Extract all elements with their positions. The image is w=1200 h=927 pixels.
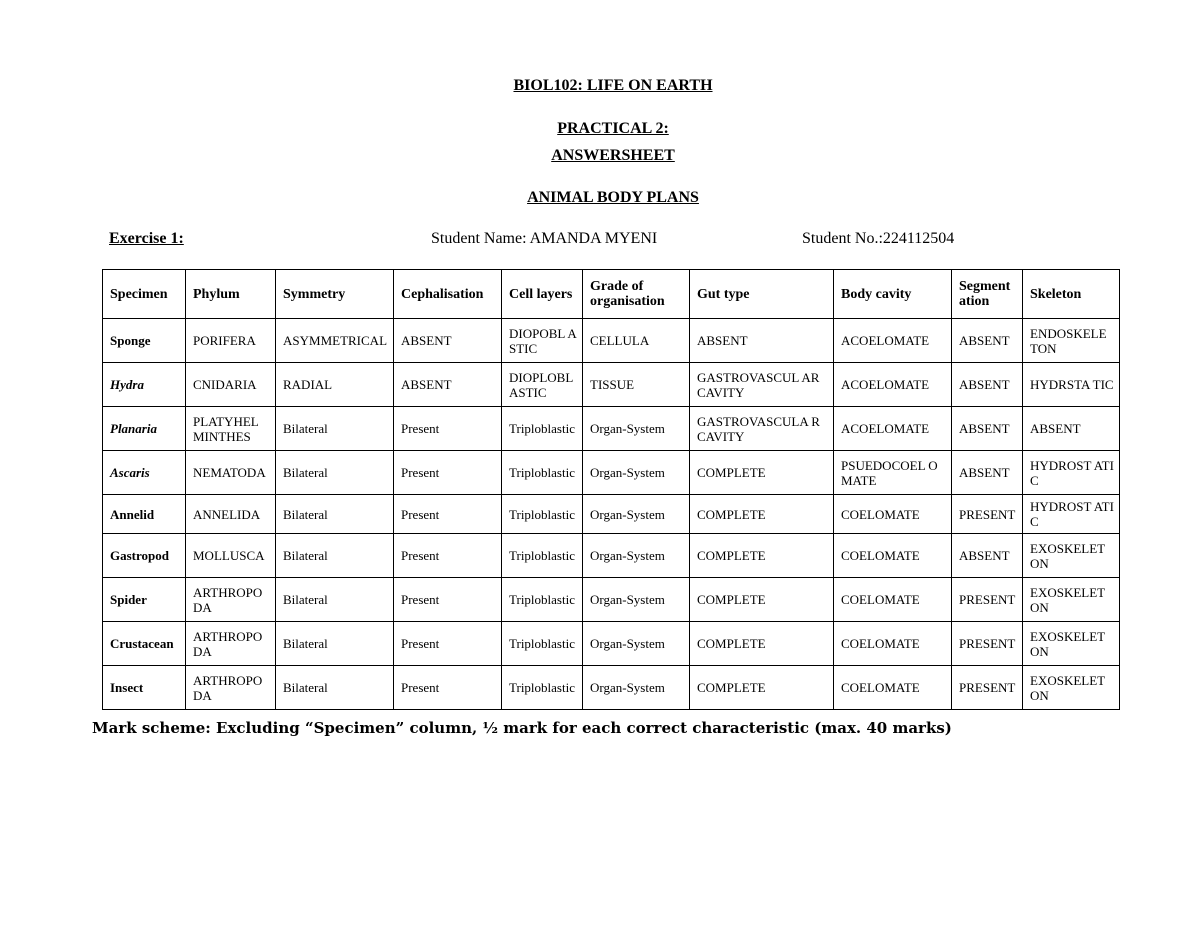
specimen-cell: Spider — [103, 578, 186, 622]
table-cell: GASTROVASCULA R CAVITY — [690, 407, 834, 451]
table-cell: Bilateral — [276, 666, 394, 710]
exercise-info-row — [0, 230, 1200, 252]
table-cell: CNIDARIA — [186, 363, 276, 407]
table-cell: ANNELIDA — [186, 495, 276, 534]
table-cell: PSUEDOCOEL OMATE — [834, 451, 952, 495]
course-title: BIOL102: LIFE ON EARTH — [513, 77, 713, 94]
table-cell: Bilateral — [276, 578, 394, 622]
table-cell: CELLULA — [583, 319, 690, 363]
table-cell: ACOELOMATE — [834, 407, 952, 451]
table-cell: COELOMATE — [834, 495, 952, 534]
col-header-body-cavity: Body cavity — [834, 270, 952, 319]
table-cell: MOLLUSCA — [186, 534, 276, 578]
table-cell: PLATYHEL MINTHES — [186, 407, 276, 451]
table-cell: ABSENT — [952, 451, 1023, 495]
col-header-phylum: Phylum — [186, 270, 276, 319]
table-cell: Bilateral — [276, 407, 394, 451]
table-cell: COMPLETE — [690, 578, 834, 622]
table-cell: Organ-System — [583, 451, 690, 495]
table-cell: EXOSKELET ON — [1023, 534, 1120, 578]
table-row — [103, 495, 1120, 534]
col-header-specimen: Specimen — [103, 270, 186, 319]
table-row — [103, 666, 1120, 710]
table-cell: PRESENT — [952, 622, 1023, 666]
table-cell: ABSENT — [394, 363, 502, 407]
table-cell: Present — [394, 534, 502, 578]
table-cell: ARTHROPO DA — [186, 578, 276, 622]
practical-title: PRACTICAL 2: — [557, 120, 669, 137]
table-cell: HYDRSTA TIC — [1023, 363, 1120, 407]
table-cell: Present — [394, 666, 502, 710]
table-header-row — [103, 270, 1120, 319]
table-cell: Bilateral — [276, 451, 394, 495]
col-header-cephalisation: Cephalisation — [394, 270, 502, 319]
table-cell: PRESENT — [952, 495, 1023, 534]
table-cell: PRESENT — [952, 666, 1023, 710]
table-cell: Present — [394, 407, 502, 451]
table-cell: EXOSKELET ON — [1023, 622, 1120, 666]
table-cell: COMPLETE — [690, 495, 834, 534]
table-cell: Organ-System — [583, 666, 690, 710]
table-cell: HYDROST ATIC — [1023, 451, 1120, 495]
mark-scheme: Mark scheme: Excluding “Specimen” column, ½ mark for each correct characteristic (max. 40 marks) — [92, 719, 952, 737]
table-cell: ABSENT — [952, 407, 1023, 451]
specimen-cell: Gastropod — [103, 534, 186, 578]
table-cell: Triploblastic — [502, 451, 583, 495]
table-cell: Bilateral — [276, 534, 394, 578]
table-cell: TISSUE — [583, 363, 690, 407]
table-row — [103, 363, 1120, 407]
table-cell: DIOPOBL ASTIC — [502, 319, 583, 363]
table-cell: DIOPLOBL ASTIC — [502, 363, 583, 407]
table-row — [103, 319, 1120, 363]
table-cell: ABSENT — [394, 319, 502, 363]
table-cell: COELOMATE — [834, 578, 952, 622]
table-cell: Present — [394, 451, 502, 495]
table-cell: ACOELOMATE — [834, 363, 952, 407]
table-cell: Triploblastic — [502, 534, 583, 578]
table-cell: Organ-System — [583, 534, 690, 578]
table-cell: COMPLETE — [690, 451, 834, 495]
table-cell: Triploblastic — [502, 578, 583, 622]
specimen-cell: Ascaris — [103, 451, 186, 495]
table-cell: Triploblastic — [502, 407, 583, 451]
specimen-cell: Crustacean — [103, 622, 186, 666]
table-cell: GASTROVASCUL AR CAVITY — [690, 363, 834, 407]
col-header-cell-layers: Cell layers — [502, 270, 583, 319]
table-cell: Bilateral — [276, 622, 394, 666]
table-cell: Triploblastic — [502, 666, 583, 710]
table-cell: Organ-System — [583, 578, 690, 622]
specimen-cell: Sponge — [103, 319, 186, 363]
table-cell: PORIFERA — [186, 319, 276, 363]
table-cell: Organ-System — [583, 622, 690, 666]
table-cell: NEMATODA — [186, 451, 276, 495]
table-cell: COMPLETE — [690, 666, 834, 710]
table-cell: ASYMMETRICAL — [276, 319, 394, 363]
table-body — [103, 319, 1120, 710]
exercise-label: Exercise 1: — [109, 230, 184, 247]
table-cell: ENDOSKELE TON — [1023, 319, 1120, 363]
col-header-segmentation: Segment ation — [952, 270, 1023, 319]
table-cell: EXOSKELET ON — [1023, 666, 1120, 710]
table-cell: ABSENT — [952, 363, 1023, 407]
table-cell: ABSENT — [690, 319, 834, 363]
table-cell: COELOMATE — [834, 534, 952, 578]
table-row — [103, 451, 1120, 495]
table-cell: COELOMATE — [834, 622, 952, 666]
table-cell: ABSENT — [1023, 407, 1120, 451]
col-header-grade: Grade of organisation — [583, 270, 690, 319]
table-cell: Present — [394, 495, 502, 534]
specimen-cell: Hydra — [103, 363, 186, 407]
student-name: Student Name: AMANDA MYENI — [431, 230, 658, 247]
col-header-gut-type: Gut type — [690, 270, 834, 319]
answersheet-title: ANSWERSHEET — [551, 147, 675, 164]
table-cell: RADIAL — [276, 363, 394, 407]
col-header-symmetry: Symmetry — [276, 270, 394, 319]
table-cell: Bilateral — [276, 495, 394, 534]
table-cell: COELOMATE — [834, 666, 952, 710]
table-cell: HYDROST ATIC — [1023, 495, 1120, 534]
table-cell: ARTHROPO DA — [186, 666, 276, 710]
table-row — [103, 622, 1120, 666]
specimen-cell: Planaria — [103, 407, 186, 451]
table-cell: EXOSKELET ON — [1023, 578, 1120, 622]
table-cell: COMPLETE — [690, 622, 834, 666]
col-header-skeleton: Skeleton — [1023, 270, 1120, 319]
table-cell: PRESENT — [952, 578, 1023, 622]
topic-title: ANIMAL BODY PLANS — [527, 189, 699, 206]
table-cell: ACOELOMATE — [834, 319, 952, 363]
table-row — [103, 407, 1120, 451]
table-cell: Organ-System — [583, 407, 690, 451]
table-cell: ABSENT — [952, 319, 1023, 363]
table-row — [103, 578, 1120, 622]
student-number: Student No.:224112504 — [802, 230, 955, 247]
table-row — [103, 534, 1120, 578]
table-cell: ABSENT — [952, 534, 1023, 578]
table-cell: Triploblastic — [502, 495, 583, 534]
table-cell: COMPLETE — [690, 534, 834, 578]
body-plans-table — [102, 269, 1120, 710]
table-cell: ARTHROPO DA — [186, 622, 276, 666]
table-cell: Present — [394, 622, 502, 666]
table-cell: Organ-System — [583, 495, 690, 534]
specimen-cell: Insect — [103, 666, 186, 710]
table-cell: Triploblastic — [502, 622, 583, 666]
specimen-cell: Annelid — [103, 495, 186, 534]
table-cell: Present — [394, 578, 502, 622]
